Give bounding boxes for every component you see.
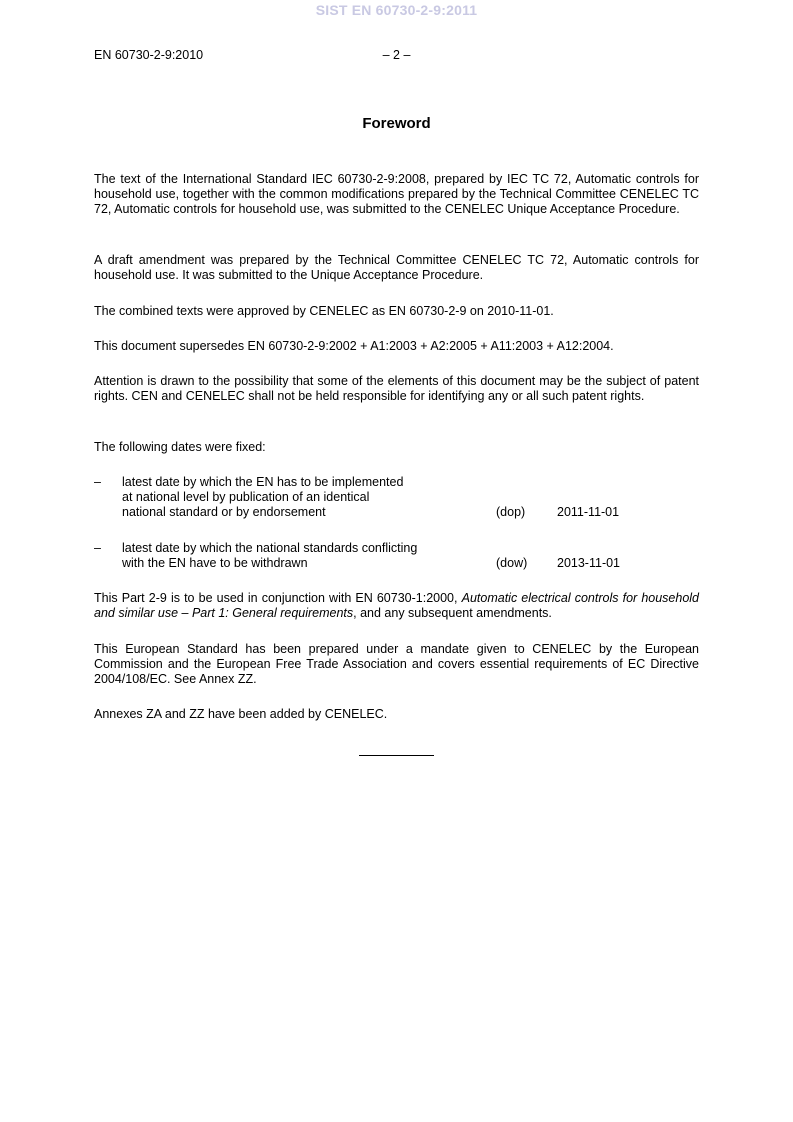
date-code: (dow) [496, 556, 528, 570]
description-line: latest date by which the national standards conflicting [122, 541, 418, 555]
paragraph-draft-amendment: A draft amendment was prepared by the Technical Committee CENELEC TC 72, Automatic controls for household use. It was submitted to the Unique Acceptance Procedure. [94, 253, 699, 282]
reference-text-start: This Part 2-9 is to be used in conjunction with EN 60730-1:2000, [94, 591, 462, 605]
description-line: latest date by which the EN has to be implemented [122, 475, 404, 489]
reference-text-end: , and any subsequent amendments. [353, 606, 552, 620]
section-title: Foreword [362, 115, 431, 132]
date-value: 2013-11-01 [557, 556, 621, 570]
list-dash: – [94, 541, 101, 555]
running-header [94, 48, 699, 64]
paragraph-patent-rights: Attention is drawn to the possibility that some of the elements of this document may be the subject of patent rights. CEN and CENELEC shall not be held responsible for identifying any or all such patent rights. [94, 374, 699, 403]
paragraph-supersedes: This document supersedes EN 60730-2-9:2002 + A1:2003 + A2:2005 + A11:2003 + A12:2004. [94, 339, 614, 353]
description-line: with the EN have to be withdrawn [122, 556, 308, 570]
paragraph-mandate: This European Standard has been prepared under a mandate given to CENELEC by the European Commission and the European Free Trade Association and covers essential requirements of EC Directive 2004/108/EC. See Annex ZZ. [94, 642, 699, 686]
paragraph-approval: The combined texts were approved by CENELEC as EN 60730-2-9 on 2010-11-01. [94, 304, 554, 318]
page-number: – 2 – [382, 48, 411, 62]
document-reference: EN 60730-2-9:2010 [94, 48, 204, 62]
date-item-dop [94, 475, 699, 521]
referenced-standard-title: Automatic electrical controls for household and similar use – Part 1: General requirements [94, 591, 700, 620]
paragraph-iec-text: The text of the International Standard IEC 60730-2-9:2008, prepared by IEC TC 72, Automatic controls for household use, together with the common modifications prepared by the Technical Committee CENELEC TC 72, Automatic controls for household use, was submitted to the CENELEC Unique Acceptance Procedure. [94, 172, 699, 216]
date-value: 2011-11-01 [557, 505, 620, 519]
date-code: (dop) [496, 505, 526, 519]
paragraph-part-1-reference [94, 591, 699, 621]
end-rule-divider [359, 755, 434, 756]
description-line: national standard or by endorsement [122, 505, 326, 519]
date-item-dow [94, 541, 699, 572]
date-item-description [122, 541, 482, 571]
date-item-description [122, 475, 482, 520]
description-line: at national level by publication of an identical [122, 490, 370, 504]
list-dash: – [94, 475, 101, 489]
watermark: SIST EN 60730-2-9:2011 [315, 2, 478, 18]
paragraph-dates-intro: The following dates were fixed: [94, 440, 266, 454]
paragraph-annexes: Annexes ZA and ZZ have been added by CENELEC. [94, 707, 388, 721]
